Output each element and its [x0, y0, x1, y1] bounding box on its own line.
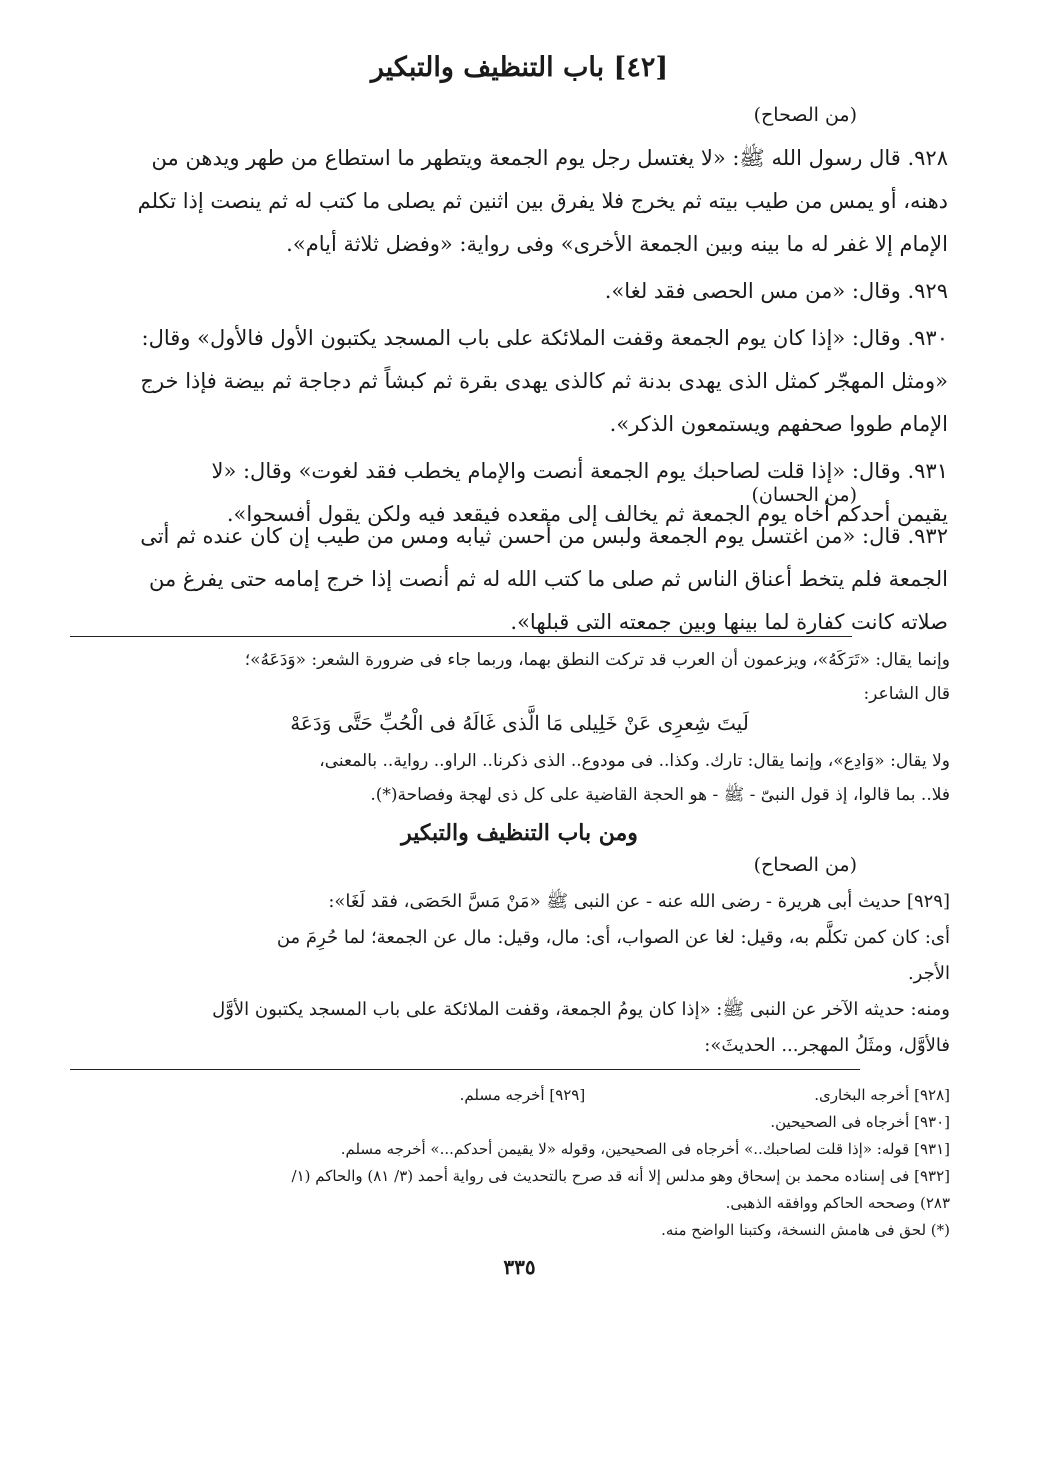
commentary-top-line-1: وإنما يقال: «تَرَكَهُ»، ويزعمون أن العرب قد تركت النطق بهما، وربما جاء فى ضرورة الشعر: «وَدَعَهُ»؛: [244, 650, 950, 670]
footnote-932-line-2: ٢٨٣) وصححه الحاكم ووافقه الذهبى.: [725, 1194, 950, 1212]
footnote-929: [٩٢٩] أخرجه مسلم.: [459, 1086, 586, 1104]
commentary-bottom-line-2: فلا.. بما قالوا، إذ قول النبىّ - ﷺ - هو الحجة القاضية على كل ذى لهجة وفصاحة(*).: [370, 785, 950, 805]
hadith-928-line-3: الإمام إلا غفر له ما بينه وبين الجمعة الأخرى» وفى رواية: «وفضل ثلاثة أيام».: [286, 232, 948, 256]
section-line-1: [٩٢٩] حديث أبى هريرة - رضى الله عنه - عن النبى ﷺ «مَنْ مَسَّ الحَصَى، فقد لَغَا»:: [328, 891, 950, 912]
page-number: ٣٣٥: [503, 1255, 536, 1279]
footnote-928: [٩٢٨] أخرجه البخارى.: [814, 1086, 950, 1104]
footnote-931: [٩٣١] قوله: «إذا قلت لصاحبك..» أخرجاه فى الصحيحين، وقوله «لا يقيمن أحدكم...» أخرجه مسلم.: [340, 1140, 950, 1158]
hadith-932-block: [70, 515, 948, 644]
footnote-row-1: [70, 1082, 950, 1109]
section-line-2: أى: كان كمن تكلَّم به، وقيل: لغا عن الصواب، أى: مال، وقيل: مال عن الجمعة؛ لما حُرِمَ من: [276, 927, 950, 948]
hadith-931-line-1: ٩٣١. وقال: «إذا قلت لصاحبك يوم الجمعة أنصت والإمام يخطب فقد لغوت» وقال: «لا: [211, 459, 948, 483]
section-title: ومن باب التنظيف والتبكير: [401, 820, 638, 846]
hadith-928-line-1: ٩٢٨. قال رسول الله ﷺ: «لا يغتسل رجل يوم الجمعة ويتطهر ما استطاع من طهر ويدهن من: [151, 146, 948, 170]
hadith-932-line-2: الجمعة فلم يتخط أعناق الناس ثم صلى ما كتب الله له ثم أنصت إذا خرج إمامه حتى يفرغ من: [148, 567, 948, 591]
hadith-930-line-2: «ومثل المهجّر كمثل الذى يهدى بدنة ثم كالذى يهدى بقرة ثم كبشاً ثم دجاجة ثم بيضة فإذا خرج: [140, 369, 948, 393]
footnote-separator: [70, 1069, 860, 1070]
hadith-930-line-1: ٩٣٠. وقال: «إذا كان يوم الجمعة وقفت الملائكة على باب المسجد يكتبون الأول فالأول» وقال:: [141, 326, 948, 350]
separator-line: [70, 636, 852, 637]
commentary-bottom-line-1: ولا يقال: «وَادِع»، وإنما يقال: تارك. وكذا.. فى مودوع.. الذى ذكرنا.. الراو.. رواية.. بالمعنى،: [319, 751, 950, 771]
section-source-label: (من الصحاح): [753, 854, 857, 876]
commentary-top: [70, 643, 950, 711]
footnote-932-line-1: [٩٣٢] فى إسناده محمد بن إسحاق وهو مدلس إلا أنه قد صرح بالتحديث فى رواية أحمد (٣/ ٨١) والحاكم (١/: [291, 1167, 950, 1185]
hadith-932-line-3: صلاته كانت كفارة لما بينها وبين جمعته التى قبلها».: [510, 610, 948, 634]
footnotes-block: [70, 1082, 950, 1244]
section-line-3: الأجر.: [907, 963, 950, 984]
hadith-928-line-2: دهنه، أو يمس من طيب بيته ثم يخرج فلا يفرق بين اثنين ثم يصلى ما كتب له ثم ينصت إذا تكلم: [137, 189, 948, 213]
main-hadith-block: [70, 137, 948, 536]
section-line-4: ومنه: حديثه الآخر عن النبى ﷺ: «إذا كان يومُ الجمعة، وقفت الملائكة على باب المسجد يكتبون الأوَّل: [212, 999, 950, 1020]
source-label-sahih: (من الصحاح): [753, 104, 857, 126]
poetry-verse: لَيتَ شِعرِى عَنْ خَلِيلى مَا الَّذى غَالَهُ فى الْحُبِّ حَتَّى وَدَعَهْ: [290, 711, 749, 735]
hadith-929-line-1: ٩٢٩. وقال: «من مس الحصى فقد لغا».: [604, 279, 948, 303]
section-line-5: فالأوَّل، ومثَلُ المهجر... الحديثَ»:: [704, 1035, 950, 1056]
source-label-hisan: (من الحسان): [751, 484, 857, 506]
hadith-932-line-1: ٩٣٢. قال: «من اغتسل يوم الجمعة ولبس من أحسن ثيابه ومس من طيب إن كان عنده ثم أتى: [140, 524, 948, 548]
hadith-930-line-3: الإمام طووا صحفهم ويستمعون الذكر».: [609, 412, 948, 436]
section-commentary: [70, 884, 950, 1064]
footnote-930: [٩٣٠] أخرجاه فى الصحيحين.: [770, 1113, 950, 1131]
commentary-bottom: [70, 744, 950, 812]
chapter-title: [٤٢] باب التنظيف والتبكير: [370, 52, 669, 83]
hadith-931-line-2: يقيمن أحدكم أخاه يوم الجمعة ثم يخالف إلى مقعده فيقعد فيه ولكن يقول أفسحوا».: [226, 502, 948, 526]
commentary-top-line-2: قال الشاعر:: [863, 684, 950, 704]
footnote-star: (*) لحق فى هامش النسخة، وكتبنا الواضح منه.: [661, 1221, 950, 1239]
